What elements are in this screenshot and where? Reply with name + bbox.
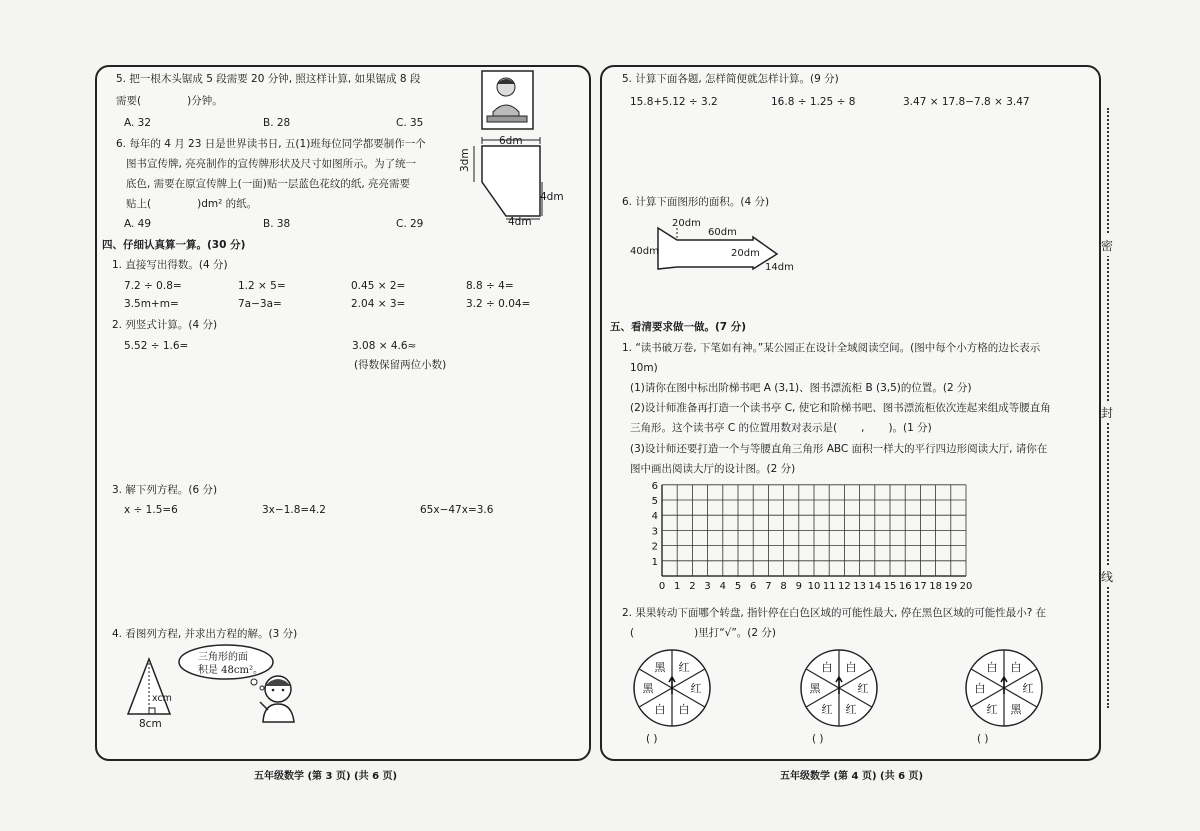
spinner-sector-label: 白	[986, 661, 998, 675]
grid-x-tick: 14	[868, 581, 882, 592]
arrow-dim-40: 40dm	[630, 246, 659, 257]
spinner-sector-label: 红	[845, 702, 857, 716]
q5-line1: 5. 把一根木头锯成 5 段需要 20 分钟, 照这样计算, 如果锯成 8 段	[116, 73, 421, 85]
p1-line2: 10m)	[630, 362, 658, 374]
arrow-dim-20-right: 20dm	[731, 248, 760, 259]
spinner-sector-label: 白	[654, 702, 666, 716]
s4-title: 4. 看图列方程, 并求出方程的解。(3 分)	[112, 628, 298, 640]
boy-illustration	[254, 672, 304, 724]
spinner-sector-label: 黑	[654, 661, 666, 675]
arrow-dim-60: 60dm	[708, 227, 737, 238]
grid-x-tick: 17	[914, 581, 927, 592]
spinner-sector-label: 白	[1010, 661, 1022, 675]
p1-line1: 1. “读书破万卷, 下笔如有神。”某公园正在设计全域阅读空间。(图中每个小方格的边长表示	[622, 342, 1041, 354]
spinner-sector-label: 白	[845, 661, 857, 675]
grid-x-tick: 0	[658, 581, 666, 592]
spinner-sector-label: 白	[821, 661, 833, 675]
grid-y-tick: 1	[651, 556, 658, 568]
q6-line3: 底色, 需要在原宣传牌上(一面)贴一层蓝色花纹的纸, 亮亮需要	[126, 178, 411, 190]
s1-r2c3: 2.04 × 3=	[351, 298, 406, 310]
s1-r1c3: 0.45 × 2=	[351, 280, 406, 292]
sign-dim-left: 3dm	[459, 148, 471, 172]
grid-x-tick: 19	[944, 581, 958, 592]
p1-line6: (3)设计师还要打造一个与等腰直角三角形 ABC 面积一样大的平行四边形阅读大厅, 请你在	[630, 443, 1048, 455]
section-5-heading: 五、看清要求做一做。(7 分)	[610, 321, 747, 333]
spinner-1-answer-paren[interactable]: ( )	[646, 733, 658, 745]
q5-option-b: B. 28	[263, 117, 291, 129]
s1-r1c4: 8.8 ÷ 4=	[466, 280, 514, 292]
q6-line2: 图书宣传牌, 亮亮制作的宣传牌形状及尺寸如图所示。为了统一	[126, 158, 417, 170]
spinner-sector-label: 黑	[642, 682, 654, 695]
q6-option-c: C. 29	[396, 218, 424, 230]
s1-r2c4: 3.2 ÷ 0.04=	[466, 298, 531, 310]
q6-line1: 6. 每年的 4 月 23 日是世界读书日, 五(1)班每位同学都要制作一个	[116, 138, 426, 150]
grid-x-tick: 6	[750, 581, 757, 592]
spinner-sector-label: 白	[678, 702, 690, 716]
grid-x-tick: 10	[807, 581, 821, 592]
r-q5-title: 5. 计算下面各题, 怎样简便就怎样计算。(9 分)	[622, 73, 839, 85]
sign-dim-bottom: 4dm	[508, 216, 532, 228]
grid-x-tick: 9	[795, 581, 802, 592]
p1-line7: 图中画出阅读大厅的设计图。(2 分)	[630, 463, 796, 475]
grid-x-tick: 3	[704, 581, 711, 592]
r-q5-expr-1: 15.8+5.12 ÷ 3.2	[630, 96, 718, 108]
grid-x-tick: 20	[959, 581, 973, 592]
spinner-3-answer-paren[interactable]: ( )	[977, 733, 989, 745]
spinner-1[interactable]	[630, 646, 714, 730]
grid-x-tick: 16	[898, 581, 912, 592]
s2-expr-a: 5.52 ÷ 1.6=	[124, 340, 189, 352]
spinner-sector-label: 白	[974, 682, 986, 695]
grid-x-tick: 13	[853, 581, 866, 592]
q5-option-a: A. 32	[124, 117, 152, 129]
grid-y-tick: 2	[651, 541, 658, 553]
grid-y-tick: 6	[651, 480, 658, 492]
grid-x-tick: 12	[838, 581, 851, 592]
grid-x-tick: 11	[822, 581, 836, 592]
s2-expr-b: 3.08 × 4.6≈	[352, 340, 417, 352]
spinner-2-answer-paren[interactable]: ( )	[812, 733, 824, 745]
grid-x-tick: 4	[719, 581, 726, 592]
triangle-base-label: 8cm	[139, 718, 162, 730]
q6-option-b: B. 38	[263, 218, 291, 230]
r-q5-expr-3: 3.47 × 17.8−7.8 × 3.47	[903, 96, 1030, 108]
spinner-2[interactable]	[797, 646, 881, 730]
s1-r1c2: 1.2 × 5=	[238, 280, 286, 292]
binding-char-2: 封	[1101, 402, 1113, 423]
s2-note: (得数保留两位小数)	[354, 359, 447, 371]
grid-y-tick: 4	[651, 511, 658, 523]
grid-x-tick: 5	[734, 581, 742, 592]
grid-x-tick: 15	[883, 581, 897, 592]
p2-line2: ( )里打“√”。(2 分)	[630, 627, 776, 639]
s3-eq-1: x ÷ 1.5=6	[124, 504, 178, 516]
arrow-dim-20-top: 20dm	[672, 218, 701, 229]
grid-x-tick: 18	[929, 581, 942, 592]
p1-line4: (2)设计师准备再打造一个读书亭 C, 使它和阶梯书吧、图书漂流柜依次连起来组成等腰直角	[630, 402, 1051, 414]
worker-sawing-illustration	[481, 70, 534, 130]
grid-y-tick: 5	[651, 496, 658, 507]
spinner-sector-label: 红	[986, 702, 998, 716]
section-4-heading: 四、仔细认真算一算。(30 分)	[102, 239, 246, 251]
q6-option-a: A. 49	[124, 218, 152, 230]
spinner-sector-label: 黑	[809, 682, 821, 695]
left-page-footer: 五年级数学 (第 3 页) (共 6 页)	[254, 771, 398, 782]
s3-eq-3: 65x−47x=3.6	[420, 504, 494, 516]
spinner-sector-label: 黑	[1010, 702, 1022, 716]
grid-x-tick: 2	[689, 581, 696, 592]
p1-line5: 三角形。这个读书亭 C 的位置用数对表示是( , )。(1 分)	[630, 422, 932, 434]
binding-char-3: 线	[1101, 566, 1113, 587]
spinner-sector-label: 红	[1022, 682, 1034, 695]
spinner-sector-label: 红	[857, 682, 869, 695]
s1-title: 1. 直接写出得数。(4 分)	[112, 259, 228, 271]
s1-r2c2: 7a−3a=	[238, 298, 282, 310]
p2-line1: 2. 果果转动下面哪个转盘, 指针停在白色区域的可能性最大, 停在黑色区域的可能性最小? 在	[622, 607, 1047, 619]
s3-eq-2: 3x−1.8=4.2	[262, 504, 326, 516]
arrow-dim-14: 14dm	[765, 262, 794, 273]
grid-x-tick: 8	[780, 581, 787, 592]
grid-x-tick: 1	[674, 581, 681, 592]
sign-dim-right: 4dm	[540, 191, 564, 203]
coordinate-grid[interactable]	[648, 480, 978, 596]
spinner-3[interactable]	[962, 646, 1046, 730]
q6-line4: 贴上( )dm² 的纸。	[126, 198, 258, 210]
grid-y-tick: 3	[651, 526, 658, 538]
grid-x-tick: 7	[765, 581, 772, 592]
s1-r1c1: 7.2 ÷ 0.8=	[124, 280, 182, 292]
r-q5-expr-2: 16.8 ÷ 1.25 ÷ 8	[771, 96, 856, 108]
bubble-text-1: 三角形的面	[198, 652, 248, 663]
triangle-height-label: xcm	[152, 693, 172, 704]
p1-line3: (1)请你在图中标出阶梯书吧 A (3,1)、图书漂流柜 B (3,5)的位置。(2 分)	[630, 382, 972, 394]
sign-dim-top: 6dm	[499, 135, 523, 147]
s2-title: 2. 列竖式计算。(4 分)	[112, 319, 218, 331]
s3-title: 3. 解下列方程。(6 分)	[112, 484, 218, 496]
spinner-sector-label: 红	[690, 682, 702, 695]
spinner-sector-label: 红	[678, 661, 690, 675]
q5-line2: 需要( )分钟。	[116, 95, 223, 107]
right-page-footer: 五年级数学 (第 4 页) (共 6 页)	[780, 771, 924, 782]
q5-option-c: C. 35	[396, 117, 424, 129]
spinner-sector-label: 红	[821, 702, 833, 716]
r-q6-title: 6. 计算下面图形的面积。(4 分)	[622, 196, 770, 208]
bubble-text-2: 积是 48cm²。	[198, 665, 263, 676]
s1-r2c1: 3.5m+m=	[124, 298, 179, 310]
binding-char-1: 密	[1101, 235, 1113, 256]
